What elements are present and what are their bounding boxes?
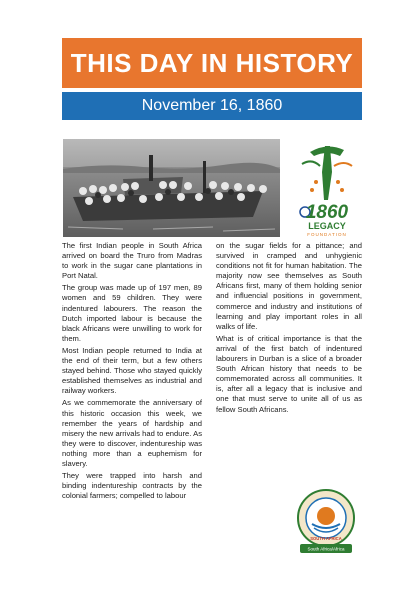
page-title: THIS DAY IN HISTORY — [70, 47, 354, 78]
article-paragraph: The first Indian people in South Africa arrived on board the Truro from Madras to work in the sugar cane plantations in Port Natal. — [62, 241, 202, 281]
article-paragraph: As we commemorate the anniversary of this historic occasion this week, we remember the years of hardship and misery the new arrivals had to endure. As they were to discover, indentureship was nothing more than a euphemism for slavery. — [62, 398, 202, 468]
article-paragraph: Most Indian people returned to India at the end of their term, but a few others stayed behind. Those who stayed quickly established themselves as industrial and railway workers. — [62, 345, 202, 396]
article-paragraph: What is of critical importance is that the arrival of the first batch of indentured labourers in Durban is a slice of a broader South African history that needs to be commemorated across all communities. It is, after all a legacy that is inclusive and one that must serve to unite all of us as fellow South Africans. — [216, 333, 362, 414]
event-date: November 16, 1860 — [141, 97, 283, 114]
seal-ribbon-text: South Africa/Africa — [307, 546, 345, 552]
article-paragraph: The group was made up of 197 men, 89 women and 59 children. They were indentured labourers. The reason the Dutch imported labour is because the black Africans were unwilling to work for them. — [62, 283, 202, 343]
logo-word: LEGACY — [308, 221, 346, 231]
organisation-seal — [290, 486, 362, 556]
figure-shape — [322, 146, 332, 200]
article-left-column — [62, 241, 202, 503]
title-banner — [62, 38, 362, 88]
article-right-column — [216, 241, 362, 417]
date-banner — [62, 92, 362, 120]
logo-year: 1860 — [305, 202, 349, 223]
seal-ring-text: SOUTH AFRICA — [310, 536, 342, 541]
legacy-foundation-logo — [292, 142, 362, 238]
logo-sub: FOUNDATION — [307, 232, 347, 237]
article-paragraph: They were trapped into harsh and binding indentureship contracts by the colonial farmers; compelled to labour — [62, 471, 202, 501]
article-paragraph: on the sugar fields for a pittance; and survived in cramped and unhygienic conditions not fit for human habitation. The majority now see themselves as South Africans first, many of them holding senior and influencial positions in government, commerce and industry and institutions of learning and play important roles in all walks of life. — [216, 241, 362, 331]
historical-photo — [63, 139, 280, 237]
